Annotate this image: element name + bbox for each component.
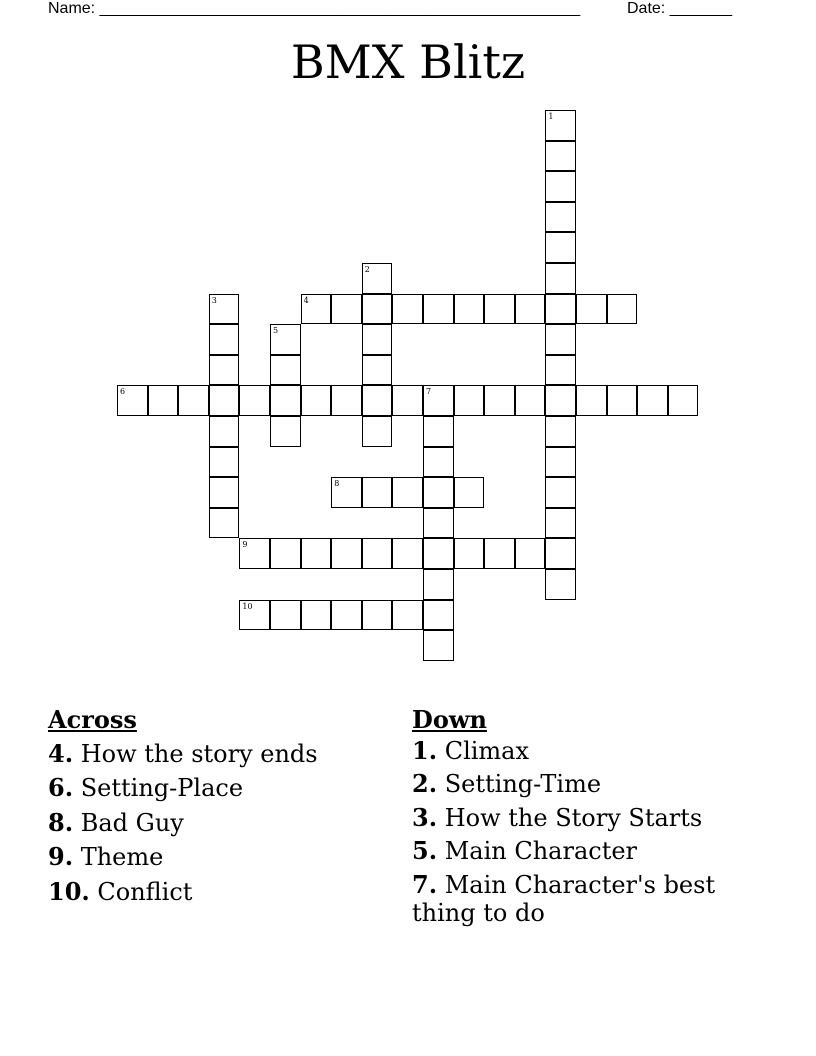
grid-cell[interactable]: [362, 263, 393, 294]
across-clue: [48, 840, 388, 875]
grid-cell[interactable]: [270, 538, 301, 569]
grid-cell[interactable]: [209, 355, 240, 386]
clue-text: How the Story Starts: [444, 803, 703, 832]
down-clue: [412, 770, 752, 798]
clue-number: 7.: [412, 869, 438, 899]
name-field-label: Name: ______________________________________________________: [48, 0, 581, 17]
grid-cell[interactable]: [392, 294, 423, 325]
clue-number: 5.: [412, 836, 438, 865]
grid-cell[interactable]: [270, 416, 301, 447]
grid-cell[interactable]: [270, 600, 301, 631]
grid-cell[interactable]: [515, 538, 546, 569]
grid-cell[interactable]: [209, 477, 240, 508]
clue-text: Setting-Time: [444, 770, 602, 798]
grid-cell[interactable]: [545, 416, 576, 447]
grid-cell[interactable]: [545, 477, 576, 508]
grid-cell[interactable]: [178, 385, 209, 416]
grid-cell[interactable]: [607, 294, 638, 325]
clue-number: 8.: [48, 807, 74, 837]
grid-cell[interactable]: [423, 294, 454, 325]
across-clue: [48, 771, 388, 806]
grid-cell[interactable]: [301, 385, 332, 416]
grid-cell[interactable]: [209, 447, 240, 478]
grid-cell[interactable]: [545, 508, 576, 539]
grid-cell[interactable]: [515, 294, 546, 325]
down-clue: [412, 871, 752, 927]
grid-cell[interactable]: [454, 477, 485, 508]
grid-cell[interactable]: [148, 385, 179, 416]
grid-cell[interactable]: [209, 294, 240, 325]
grid-cell[interactable]: [454, 538, 485, 569]
grid-cell[interactable]: [362, 538, 393, 569]
grid-cell[interactable]: [576, 385, 607, 416]
grid-cell[interactable]: [515, 385, 546, 416]
grid-cell[interactable]: [301, 294, 332, 325]
grid-cell[interactable]: [423, 477, 454, 508]
grid-cell[interactable]: [331, 538, 362, 569]
clue-text: Theme: [80, 843, 164, 871]
grid-cell[interactable]: [239, 538, 270, 569]
grid-cell[interactable]: [423, 538, 454, 569]
grid-cell[interactable]: [484, 294, 515, 325]
cell-number: 9: [242, 540, 248, 550]
grid-cell[interactable]: [362, 324, 393, 355]
grid-cell[interactable]: [362, 294, 393, 325]
grid-cell[interactable]: [545, 324, 576, 355]
grid-cell[interactable]: [454, 294, 485, 325]
grid-cell[interactable]: [362, 477, 393, 508]
across-clue: [48, 737, 388, 772]
grid-cell[interactable]: [423, 447, 454, 478]
cell-number: 4: [303, 295, 309, 305]
grid-cell[interactable]: [545, 385, 576, 416]
grid-cell[interactable]: [545, 447, 576, 478]
grid-cell[interactable]: [331, 477, 362, 508]
grid-cell[interactable]: [545, 538, 576, 569]
grid-cell[interactable]: [423, 508, 454, 539]
grid-cell[interactable]: [362, 385, 393, 416]
grid-cell[interactable]: [392, 600, 423, 631]
puzzle-title: BMX Blitz: [290, 35, 526, 89]
grid-cell[interactable]: [576, 294, 607, 325]
clue-number: 1.: [412, 735, 438, 765]
down-clue: [412, 737, 752, 765]
down-clues: [412, 703, 752, 932]
clue-number: 3.: [412, 802, 438, 832]
down-clue: [412, 804, 752, 832]
grid-cell[interactable]: [331, 294, 362, 325]
down-clue: [412, 837, 752, 865]
cell-number: 3: [211, 295, 217, 305]
clue-number: 4.: [48, 738, 74, 768]
grid-cell[interactable]: [454, 385, 485, 416]
grid-cell[interactable]: [209, 324, 240, 355]
grid-cell[interactable]: [637, 385, 668, 416]
clue-text: How the story ends: [80, 739, 318, 768]
grid-cell[interactable]: [239, 600, 270, 631]
grid-cell[interactable]: [423, 569, 454, 600]
cell-number: 10: [242, 601, 253, 611]
grid-cell[interactable]: [423, 630, 454, 661]
across-clues: [48, 703, 388, 909]
grid-cell[interactable]: [270, 324, 301, 355]
down-heading: Down: [412, 705, 487, 734]
grid-cell[interactable]: [545, 569, 576, 600]
grid-cell[interactable]: [392, 477, 423, 508]
grid-cell[interactable]: [331, 385, 362, 416]
grid-cell[interactable]: [362, 355, 393, 386]
grid-cell[interactable]: [239, 385, 270, 416]
grid-cell[interactable]: [423, 385, 454, 416]
grid-cell[interactable]: [545, 141, 576, 172]
grid-cell[interactable]: [545, 202, 576, 233]
grid-cell[interactable]: [607, 385, 638, 416]
cell-number: 7: [426, 387, 432, 397]
grid-cell[interactable]: [545, 171, 576, 202]
grid-cell[interactable]: [392, 538, 423, 569]
clue-text: Main Character: [444, 837, 638, 865]
grid-cell[interactable]: [545, 110, 576, 141]
clue-text: Bad Guy: [80, 808, 184, 837]
clue-number: 2.: [412, 769, 438, 798]
clue-text: Main Character's best thing to do: [412, 870, 716, 927]
grid-cell[interactable]: [301, 538, 332, 569]
cell-number: 5: [273, 326, 279, 336]
cell-number: 6: [120, 387, 126, 397]
clue-text: Climax: [444, 736, 530, 765]
clue-text: Conflict: [97, 877, 193, 906]
grid-cell[interactable]: [209, 508, 240, 539]
cell-number: 1: [548, 112, 554, 121]
across-heading: Across: [48, 705, 137, 734]
grid-cell[interactable]: [423, 600, 454, 631]
grid-cell[interactable]: [270, 385, 301, 416]
grid-cell[interactable]: [117, 385, 148, 416]
clue-number: 6.: [48, 773, 74, 802]
grid-cell[interactable]: [668, 385, 699, 416]
cell-number: 2: [364, 265, 370, 274]
across-clue: [48, 806, 388, 841]
grid-cell[interactable]: [423, 416, 454, 447]
cell-number: 8: [334, 479, 340, 489]
clue-text: Setting-Place: [80, 774, 244, 802]
grid-cell[interactable]: [331, 600, 362, 631]
grid-cell[interactable]: [484, 385, 515, 416]
across-clue: [48, 875, 388, 910]
grid-cell[interactable]: [392, 385, 423, 416]
clue-number: 9.: [48, 842, 74, 871]
date-field-label: Date: _______: [627, 0, 732, 17]
grid-cell[interactable]: [362, 600, 393, 631]
grid-cell[interactable]: [301, 600, 332, 631]
grid-cell[interactable]: [209, 416, 240, 447]
grid-cell[interactable]: [362, 416, 393, 447]
grid-cell[interactable]: [545, 232, 576, 263]
clue-number: 10.: [48, 876, 90, 906]
grid-cell[interactable]: [484, 538, 515, 569]
grid-cell[interactable]: [545, 263, 576, 294]
grid-cell[interactable]: [209, 385, 240, 416]
grid-cell[interactable]: [545, 355, 576, 386]
grid-cell[interactable]: [545, 294, 576, 325]
grid-cell[interactable]: [270, 355, 301, 386]
